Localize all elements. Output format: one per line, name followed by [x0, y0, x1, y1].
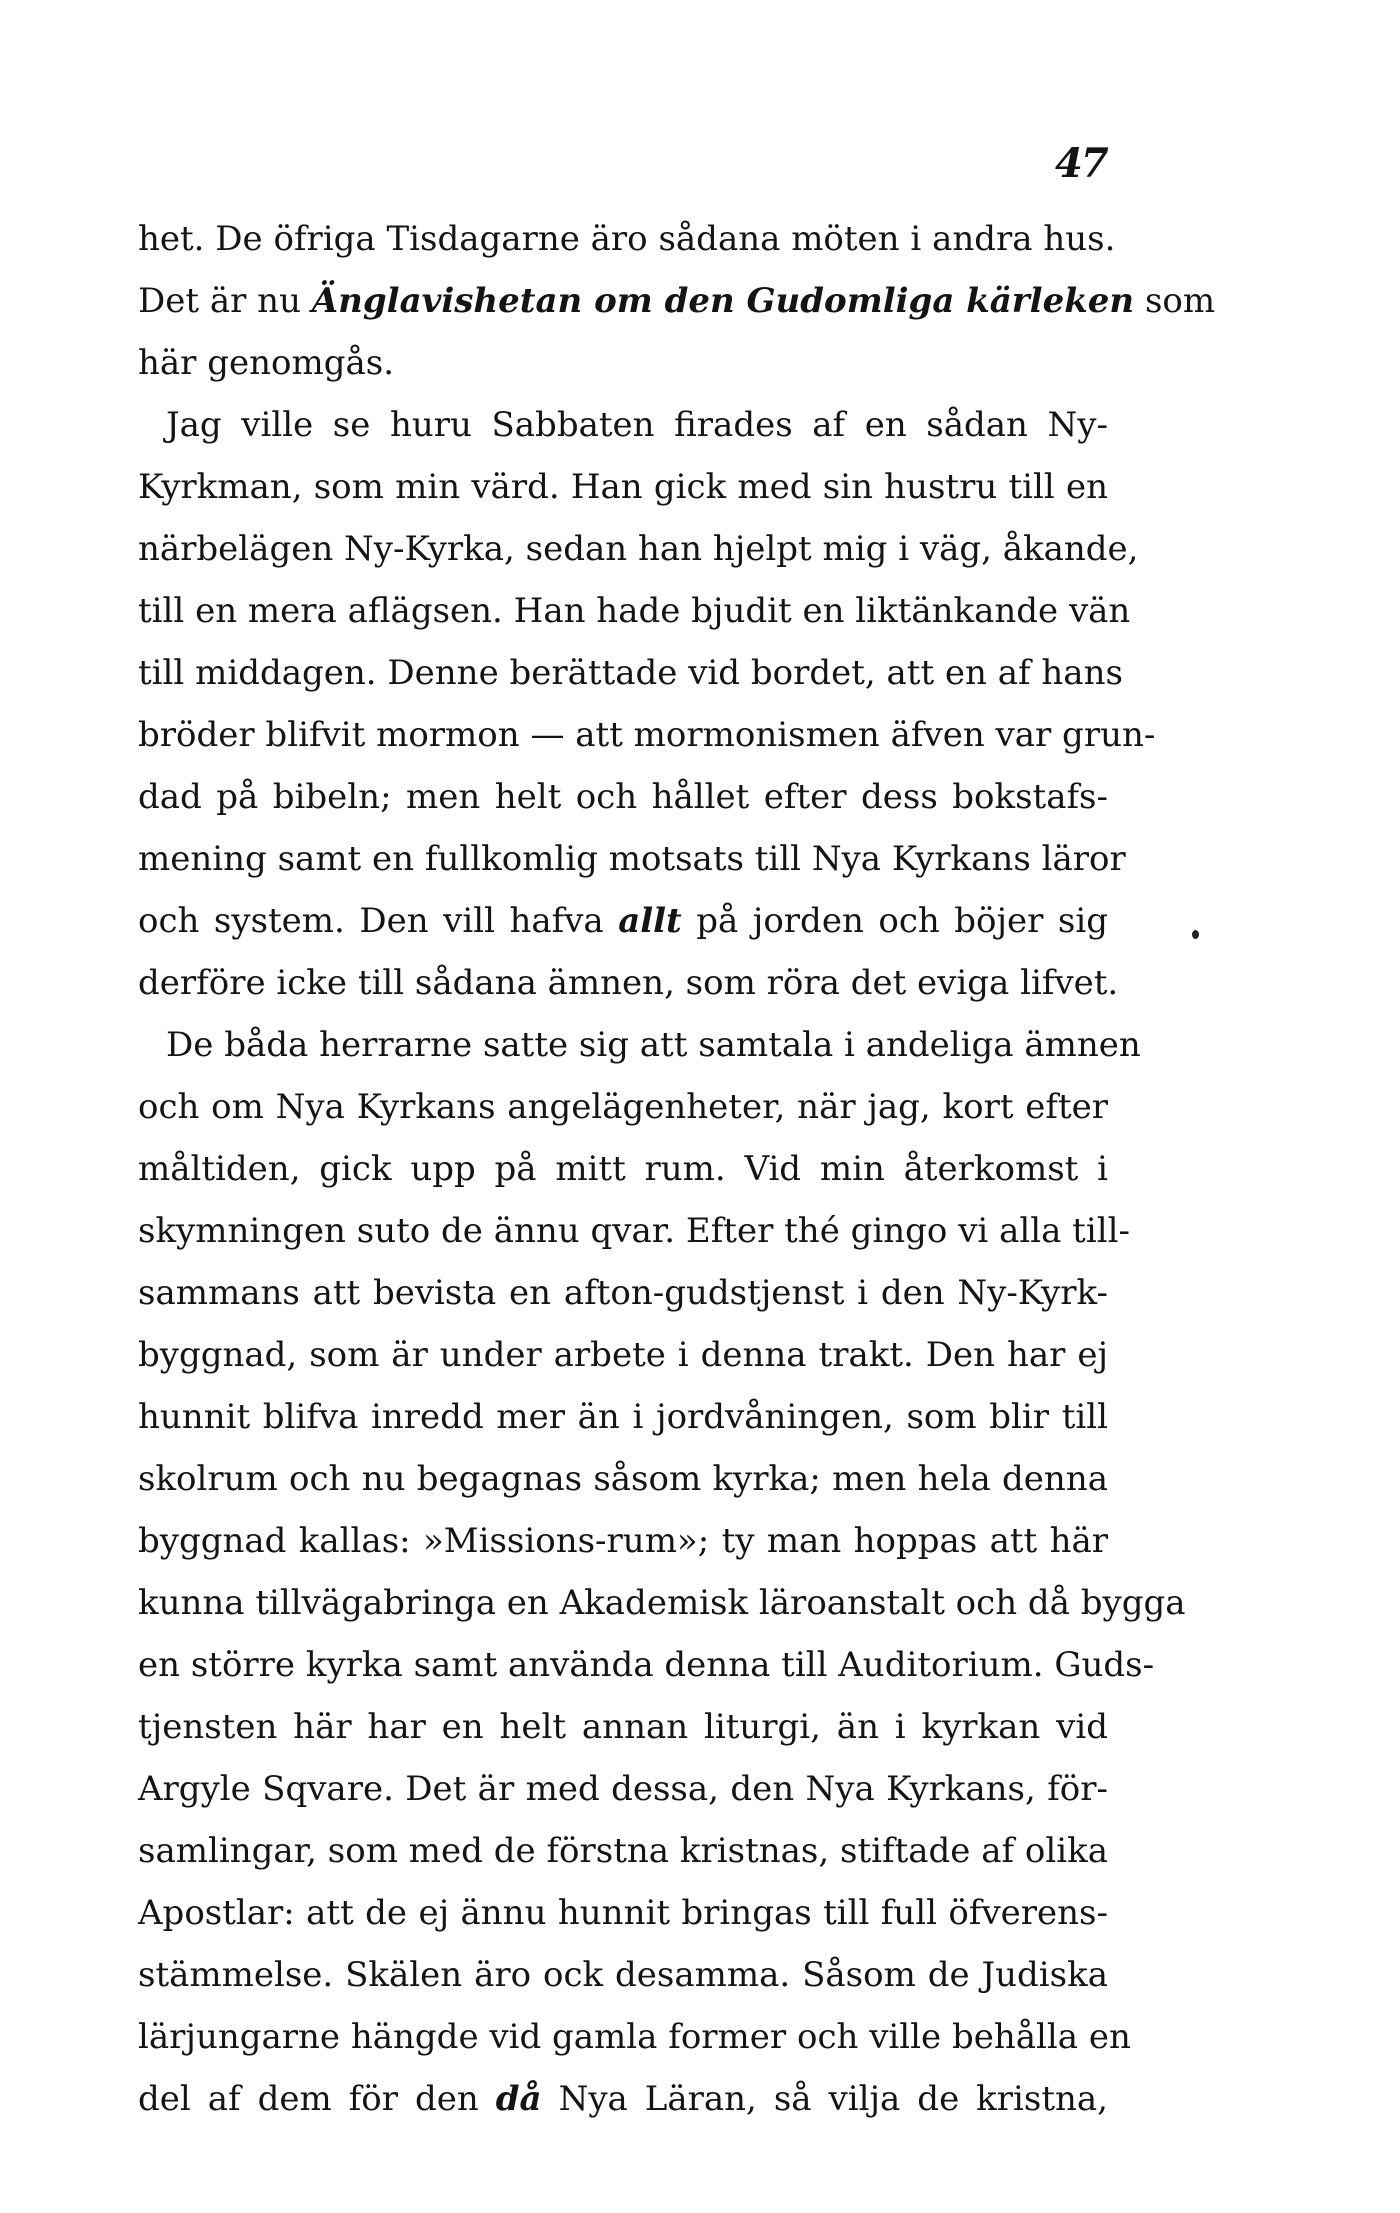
text-line [138, 828, 1126, 890]
text-run: Jag ville se huru Sabbaten firades af en sådan Ny- [166, 405, 1108, 445]
text-line [138, 1882, 1108, 1944]
text-run: dad på bibeln; men helt och hållet efter dess bokstafs- [138, 777, 1108, 817]
text-run: och om Nya Kyrkans angelägenheter, när jag, kort efter [138, 1087, 1108, 1127]
text-run: De båda herrarne satte sig att samtala i andeliga ämnen [166, 1025, 1141, 1065]
text-line [138, 270, 1216, 332]
text-run: på jorden och böjer sig [681, 901, 1108, 941]
text-line [138, 642, 1123, 704]
text-run: till en mera aflägsen. Han hade bjudit en liktänkande vän [138, 591, 1131, 631]
text-run: Apostlar: att de ej ännu hunnit bringas till full öfverens- [138, 1893, 1108, 1933]
body-text [138, 208, 1216, 2130]
text-run: samlingar, som med de förstna kristnas, stiftade af olika [138, 1831, 1108, 1871]
text-line [138, 1510, 1108, 1572]
text-run: kunna tillvägabringa en Akademisk läroanstalt och då bygga [138, 1583, 1186, 1623]
text-line [138, 1572, 1186, 1634]
text-line [138, 518, 1139, 580]
text-run: måltiden, gick upp på mitt rum. Vid min återkomst i [138, 1149, 1108, 1189]
text-line [138, 1820, 1108, 1882]
emphasized-text: då [495, 2079, 542, 2119]
text-line [138, 2068, 1108, 2130]
text-line [138, 1696, 1108, 1758]
text-run: het. De öfriga Tisdagarne äro sådana möten i andra hus. [138, 219, 1116, 259]
text-run: tjensten här har en helt annan liturgi, än i kyrkan vid [138, 1707, 1108, 1747]
text-line [138, 1324, 1108, 1386]
text-line [138, 952, 1119, 1014]
text-line [138, 2006, 1131, 2068]
text-run: byggnad, som är under arbete i denna trakt. Den har ej [138, 1335, 1108, 1375]
text-run: sammans att bevista en afton-gudstjenst i den Ny-Kyrk- [138, 1273, 1108, 1313]
text-run: del af dem för den [138, 2079, 496, 2119]
text-run: stämmelse. Skälen äro ock desamma. Såsom de Judiska [138, 1955, 1108, 1995]
text-line [138, 1634, 1155, 1696]
text-run: närbelägen Ny-Kyrka, sedan han hjelpt mig i väg, åkande, [138, 529, 1139, 569]
text-line [138, 394, 1108, 456]
text-run: hunnit blifva inredd mer än i jordvåningen, som blir till [138, 1397, 1108, 1437]
text-run: här genomgås. [138, 343, 395, 383]
text-line [138, 1758, 1108, 1820]
text-run: Det är nu [138, 281, 312, 321]
text-run: Kyrkman, som min värd. Han gick med sin hustru till en [138, 467, 1108, 507]
text-line [138, 580, 1131, 642]
text-run: bröder blifvit mormon — att mormonismen äfven var grun- [138, 715, 1156, 755]
text-line [138, 1944, 1108, 2006]
text-line [138, 1076, 1108, 1138]
text-line [138, 1200, 1130, 1262]
text-run: derföre icke till sådana ämnen, som röra det eviga lifvet. [138, 963, 1119, 1003]
text-run: mening samt en fullkomlig motsats till Nya Kyrkans läror [138, 839, 1126, 879]
text-line [138, 332, 1108, 394]
text-line [138, 766, 1108, 828]
emphasized-text: allt [618, 901, 682, 941]
text-run: Nya Läran, så vilja de kristna, [541, 2079, 1108, 2119]
text-line [138, 1138, 1108, 1200]
text-run: lärjungarne hängde vid gamla former och ville behålla en [138, 2017, 1131, 2057]
text-line [138, 704, 1156, 766]
text-run: skolrum och nu begagnas såsom kyrka; men hela denna [138, 1459, 1108, 1499]
text-run: byggnad kallas: »Missions-rum»; ty man hoppas att här [138, 1521, 1108, 1561]
text-run: till middagen. Denne berättade vid bordet, att en af hans [138, 653, 1123, 693]
text-run: som [1134, 281, 1216, 321]
text-line [138, 890, 1108, 952]
text-run: en större kyrka samt använda denna till Auditorium. Guds- [138, 1645, 1155, 1685]
ink-speck [1192, 930, 1199, 939]
text-line [138, 456, 1108, 518]
text-line [138, 1386, 1108, 1448]
text-line [138, 1262, 1108, 1324]
text-run: skymningen suto de ännu qvar. Efter thé gingo vi alla till- [138, 1211, 1130, 1251]
text-line [138, 1448, 1108, 1510]
text-run: Argyle Sqvare. Det är med dessa, den Nya Kyrkans, för- [138, 1769, 1108, 1809]
text-line [138, 1014, 1141, 1076]
page-number: 47 [1055, 140, 1107, 187]
text-line [138, 208, 1116, 270]
text-run: och system. Den vill hafva [138, 901, 619, 941]
emphasized-text: Änglavishetan om den Gudomliga kärleken [311, 281, 1135, 321]
